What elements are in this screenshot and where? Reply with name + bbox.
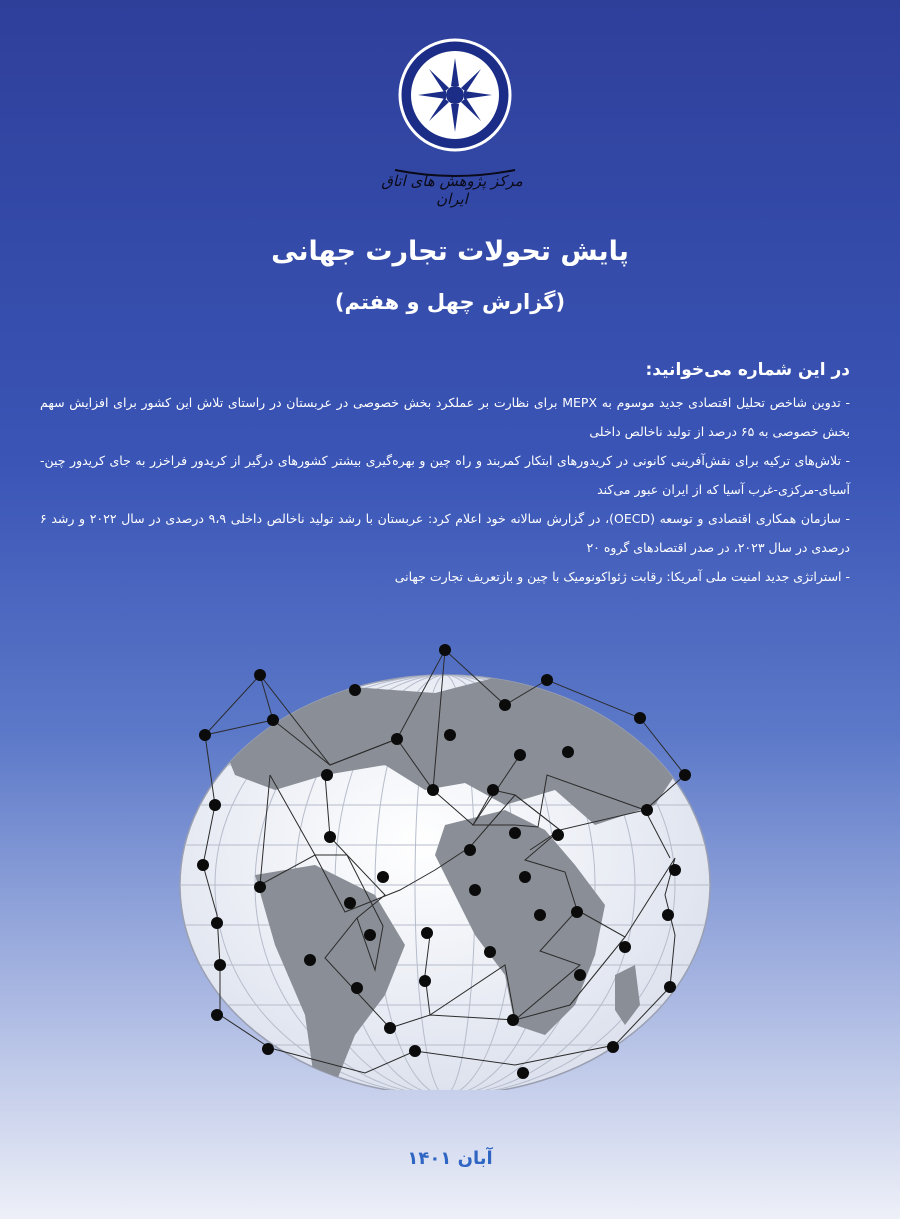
contents-item: - تدوین شاخص تحلیل اقتصادی جدید موسوم به MEPX برای نظارت بر عملکرد بخش خصوصی در عربستان در راستای تلاش این کشور برای افزایش سهم بخش خصوصی به ۶۵ درصد از تولید ناخالص داخلی [40, 395, 850, 439]
contents-item: - سازمان همکاری اقتصادی و توسعه (OECD)، در گزارش سالانه خود اعلام کرد: عربستان با رشد تولید ناخالص داخلی ۹،۹ درصدی در سال ۲۰۲۲ و رشد ۶ درصدی در سال ۲۰۲۳، در صدر اقتصادهای گروه ۲۰ [40, 511, 850, 555]
contents-item: - استراتژی جدید امنیت ملی آمریکا: رقابت ژئواکونومیک با چین و بازتعریف تجارت جهانی [394, 569, 850, 584]
report-subtitle: (گزارش چهل و هفتم) [334, 290, 566, 314]
contents-heading: در این شماره می‌خوانید: [645, 360, 850, 380]
contents-section [40, 360, 850, 591]
contents-item: - تلاش‌های ترکیه برای نقش‌آفرینی کانونی در کریدورهای ابتکار کمربند و راه چین و بهره‌گیری بیشتر کشورهای درگیر از کریدور فراخزر به جای کریدور چین-آسیای-مرکزی-غرب آسیا که از ایران عبور می‌کند [40, 453, 850, 497]
logo-caption: مرکز پژوهش های اتاق ایران [381, 172, 523, 208]
report-title: پایش تحولات تجارت جهانی [271, 236, 629, 267]
network-globe-illustration [175, 615, 715, 1090]
issue-date: آبان ۱۴۰۱ [407, 1148, 493, 1169]
